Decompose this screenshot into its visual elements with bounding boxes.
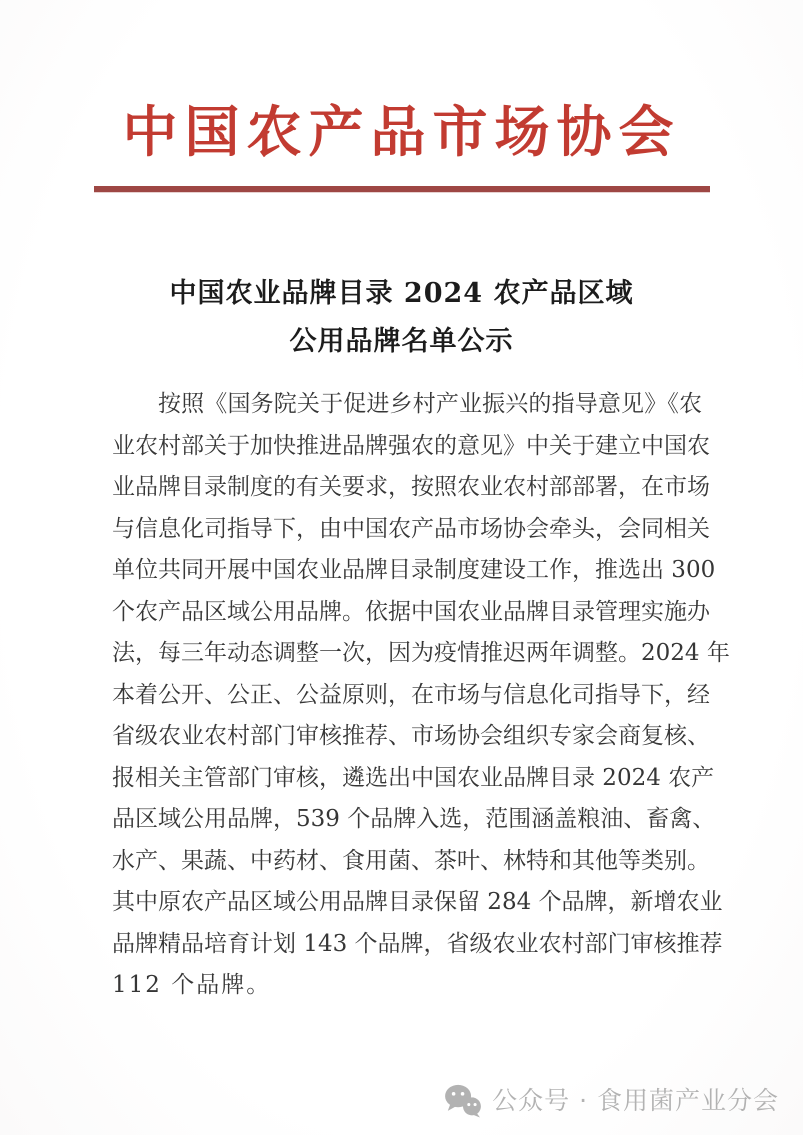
body-paragraph [112,384,730,1007]
org-name-header: 中国农产品市场协会 [122,99,681,164]
watermark-label: 公众号 · 食用菌产业分会 [492,1086,779,1115]
watermark [443,1084,779,1118]
body-line: 其中原农产品区域公用品牌目录保留 284 个品牌，新增农业 [112,889,723,915]
red-divider [94,186,710,192]
body-line: 112 个品牌。 [112,972,272,998]
body-line: 品牌精品培育计划 143 个品牌，省级农业农村部门审核推荐 [112,930,723,957]
body-line: 本着公开、公正、公益原则，在市场与信息化司指导下，经 [112,681,710,708]
doc-title-line1: 中国农业品牌目录 2024 农产品区域 [169,278,634,309]
body-line: 水产、果蔬、中药材、食用菌、茶叶、林特和其他等类别。 [112,847,710,874]
body-line: 业农村部关于加快推进品牌强农的意见》中关于建立中国农 [112,432,710,459]
body-line: 省级农业农村部门审核推荐、市场协会组织专家会商复核、 [112,723,710,749]
body-line: 个农产品区域公用品牌。依据中国农业品牌目录管理实施办 [112,598,710,625]
body-line: 品区域公用品牌，539 个品牌入选，范围涵盖粮油、畜禽、 [112,806,716,832]
body-line: 法，每三年动态调整一次，因为疫情推迟两年调整。2024 年 [112,640,730,666]
body-line: 业品牌目录制度的有关要求，按照农业农村部部署，在市场 [112,474,710,500]
doc-title [0,270,803,366]
body-line: 单位共同开展中国农业品牌目录制度建设工作，推选出 300 [112,557,716,583]
body-line: 报相关主管部门审核，遴选出中国农业品牌目录 2024 农产 [112,764,715,791]
body-line: 与信息化司指导下，由中国农产品市场协会牵头，会同相关 [112,515,710,542]
body-line: 按照《国务院关于促进乡村产业振兴的指导意见》《农 [158,391,702,417]
wechat-icon [443,1084,483,1118]
doc-title-line2: 公用品牌名单公示 [289,326,514,357]
